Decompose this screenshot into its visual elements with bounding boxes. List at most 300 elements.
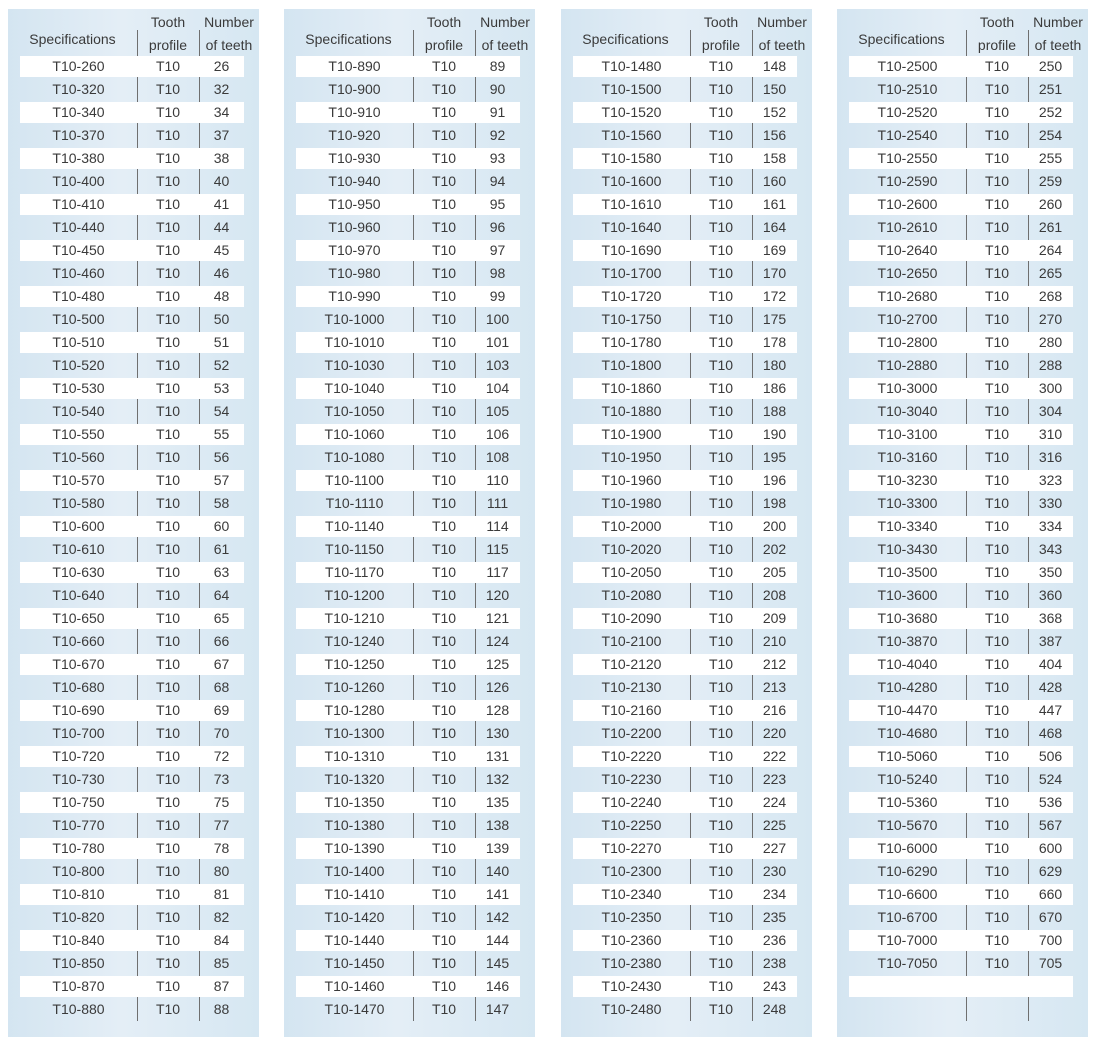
cell-number-of-teeth: 104	[485, 380, 510, 396]
cell-tooth-profile: T10	[708, 886, 734, 902]
cell-specification: T10-370	[52, 127, 105, 143]
cell-tooth-profile: T10	[155, 679, 181, 695]
cell-tooth-profile: T10	[708, 863, 734, 879]
cell-tooth-profile: T10	[431, 633, 457, 649]
table-row	[296, 102, 520, 123]
cell-number-of-teeth: 41	[213, 196, 230, 212]
cell-number-of-teeth: 200	[762, 518, 787, 534]
cell-number-of-teeth: 124	[485, 633, 510, 649]
cell-number-of-teeth: 705	[1038, 955, 1063, 971]
cell-specification: T10-750	[52, 794, 105, 810]
cell-specification: T10-910	[328, 104, 381, 120]
cell-tooth-profile: T10	[431, 909, 457, 925]
cell-specification: T10-2680	[877, 288, 938, 304]
cell-tooth-profile: T10	[155, 840, 181, 856]
cell-tooth-profile: T10	[155, 610, 181, 626]
cell-specification: T10-720	[52, 748, 105, 764]
table-row	[849, 838, 1073, 859]
table-row	[573, 953, 797, 974]
cell-number-of-teeth: 264	[1038, 242, 1063, 258]
table-row	[573, 309, 797, 330]
cell-tooth-profile: T10	[708, 817, 734, 833]
cell-specification: T10-3680	[877, 610, 938, 626]
cell-number-of-teeth: 146	[485, 978, 510, 994]
table-row	[20, 240, 244, 261]
table-row	[296, 171, 520, 192]
table-row	[573, 562, 797, 583]
cell-specification: T10-1010	[324, 334, 385, 350]
cell-specification: T10-440	[52, 219, 105, 235]
table-row	[296, 677, 520, 698]
cell-number-of-teeth: 152	[762, 104, 787, 120]
table-row	[20, 401, 244, 422]
cell-tooth-profile: T10	[431, 863, 457, 879]
table-row	[573, 148, 797, 169]
header-tooth-profile: Tooth profile	[977, 14, 1017, 53]
cell-specification: T10-340	[52, 104, 105, 120]
cell-tooth-profile: T10	[984, 81, 1010, 97]
cell-number-of-teeth: 404	[1038, 656, 1063, 672]
table-header	[837, 9, 1088, 55]
table-row	[20, 171, 244, 192]
table-row	[849, 470, 1073, 491]
cell-number-of-teeth: 66	[213, 633, 230, 649]
cell-specification: T10-1140	[325, 518, 384, 534]
cell-tooth-profile: T10	[708, 150, 734, 166]
cell-number-of-teeth: 96	[489, 219, 506, 235]
table-row	[296, 539, 520, 560]
cell-specification: T10-730	[52, 771, 105, 787]
table-row	[20, 585, 244, 606]
table-row	[296, 999, 520, 1020]
cell-tooth-profile: T10	[984, 495, 1010, 511]
cell-number-of-teeth: 138	[485, 817, 510, 833]
cell-tooth-profile: T10	[984, 104, 1010, 120]
cell-specification: T10-1420	[324, 909, 385, 925]
cell-specification	[849, 999, 966, 1020]
cell-number-of-teeth: 52	[213, 357, 230, 373]
table-row	[573, 677, 797, 698]
cell-number-of-teeth: 148	[762, 58, 787, 74]
cell-tooth-profile: T10	[984, 840, 1010, 856]
cell-tooth-profile: T10	[155, 518, 181, 534]
cell-specification: T10-510	[52, 334, 105, 350]
cell-specification: T10-1860	[601, 380, 662, 396]
cell-tooth-profile: T10	[155, 817, 181, 833]
table-row	[573, 56, 797, 77]
cell-number-of-teeth: 98	[489, 265, 506, 281]
table-row	[296, 286, 520, 307]
cell-number-of-teeth: 270	[1038, 311, 1063, 327]
cell-number-of-teeth: 45	[213, 242, 230, 258]
table-row	[849, 424, 1073, 445]
header-number-of-teeth: Number of teeth	[1033, 14, 1083, 53]
cell-tooth-profile: T10	[155, 357, 181, 373]
cell-number-of-teeth: 227	[762, 840, 787, 856]
cell-specification: T10-6290	[877, 863, 938, 879]
cell-specification: T10-2880	[877, 357, 938, 373]
cell-tooth-profile: T10	[155, 288, 181, 304]
cell-number-of-teeth	[1028, 999, 1073, 1020]
cell-specification: T10-2220	[601, 748, 662, 764]
cell-specification: T10-1900	[601, 426, 662, 442]
cell-specification: T10-5670	[877, 817, 938, 833]
spec-table-1	[8, 9, 259, 1037]
cell-number-of-teeth: 250	[1038, 58, 1063, 74]
table-row	[573, 263, 797, 284]
table-row	[573, 930, 797, 951]
header-tooth-profile: Tooth profile	[701, 14, 741, 53]
table-row	[296, 470, 520, 491]
table-row	[20, 677, 244, 698]
cell-specification: T10-920	[328, 127, 381, 143]
cell-specification: T10-2120	[601, 656, 662, 672]
cell-tooth-profile: T10	[708, 541, 734, 557]
cell-specification: T10-4470	[877, 702, 938, 718]
cell-tooth-profile: T10	[155, 58, 181, 74]
cell-specification: T10-4280	[877, 679, 938, 695]
cell-specification: T10-810	[52, 886, 105, 902]
table-row	[296, 79, 520, 100]
table-row	[20, 493, 244, 514]
cell-tooth-profile	[966, 999, 1028, 1020]
cell-tooth-profile: T10	[431, 334, 457, 350]
cell-specification: T10-1460	[324, 978, 385, 994]
cell-tooth-profile: T10	[431, 932, 457, 948]
table-row	[296, 148, 520, 169]
cell-tooth-profile: T10	[431, 380, 457, 396]
cell-number-of-teeth: 93	[489, 150, 506, 166]
cell-tooth-profile: T10	[708, 679, 734, 695]
table-row	[849, 608, 1073, 629]
cell-number-of-teeth	[1028, 976, 1073, 997]
cell-specification: T10-2520	[877, 104, 938, 120]
cell-specification: T10-3500	[877, 564, 938, 580]
cell-tooth-profile: T10	[984, 633, 1010, 649]
cell-tooth-profile: T10	[984, 610, 1010, 626]
table-row	[849, 930, 1073, 951]
table-row	[573, 746, 797, 767]
cell-specification: T10-2590	[877, 173, 938, 189]
table-row	[849, 700, 1073, 721]
cell-number-of-teeth: 188	[762, 403, 787, 419]
table-row	[296, 815, 520, 836]
cell-specification: T10-2080	[601, 587, 662, 603]
table-row	[849, 125, 1073, 146]
cell-tooth-profile: T10	[984, 196, 1010, 212]
cell-specification: T10-2350	[601, 909, 662, 925]
cell-number-of-teeth: 106	[485, 426, 510, 442]
cell-specification: T10-870	[52, 978, 105, 994]
cell-specification: T10-1320	[324, 771, 385, 787]
table-row	[849, 539, 1073, 560]
cell-number-of-teeth: 330	[1038, 495, 1063, 511]
cell-number-of-teeth: 156	[762, 127, 787, 143]
table-row	[20, 286, 244, 307]
cell-specification: T10-2240	[601, 794, 662, 810]
cell-specification: T10-2200	[601, 725, 662, 741]
cell-specification: T10-2020	[601, 541, 662, 557]
table-row	[296, 884, 520, 905]
cell-specification: T10-540	[52, 403, 105, 419]
cell-specification: T10-1280	[324, 702, 385, 718]
cell-tooth-profile: T10	[708, 725, 734, 741]
cell-specification: T10-1050	[324, 403, 385, 419]
cell-specification	[849, 976, 966, 997]
table-row	[20, 194, 244, 215]
cell-number-of-teeth: 120	[485, 587, 510, 603]
cell-specification: T10-940	[328, 173, 381, 189]
table-row	[849, 907, 1073, 928]
cell-number-of-teeth: 186	[762, 380, 787, 396]
cell-number-of-teeth: 68	[213, 679, 230, 695]
table-row	[296, 723, 520, 744]
cell-tooth-profile: T10	[708, 978, 734, 994]
table-row	[20, 355, 244, 376]
cell-tooth-profile: T10	[984, 219, 1010, 235]
cell-number-of-teeth: 248	[762, 1001, 787, 1017]
cell-specification: T10-3300	[877, 495, 938, 511]
cell-number-of-teeth: 268	[1038, 288, 1063, 304]
cell-number-of-teeth: 255	[1038, 150, 1063, 166]
table-row	[573, 217, 797, 238]
cell-tooth-profile: T10	[155, 449, 181, 465]
cell-specification: T10-580	[52, 495, 105, 511]
cell-specification: T10-640	[52, 587, 105, 603]
table-row	[296, 378, 520, 399]
cell-specification: T10-630	[52, 564, 105, 580]
cell-tooth-profile: T10	[708, 380, 734, 396]
cell-tooth-profile: T10	[431, 518, 457, 534]
table-row	[573, 976, 797, 997]
cell-tooth-profile: T10	[155, 955, 181, 971]
cell-tooth-profile: T10	[708, 81, 734, 97]
cell-tooth-profile: T10	[708, 610, 734, 626]
cell-number-of-teeth: 132	[485, 771, 510, 787]
cell-number-of-teeth: 26	[213, 58, 230, 74]
cell-specification: T10-380	[52, 150, 105, 166]
cell-specification: T10-1080	[324, 449, 385, 465]
cell-specification: T10-1470	[324, 1001, 385, 1017]
cell-number-of-teeth: 150	[762, 81, 787, 97]
cell-specification: T10-1350	[324, 794, 385, 810]
cell-specification: T10-840	[52, 932, 105, 948]
table-row	[573, 999, 797, 1020]
cell-number-of-teeth: 70	[213, 725, 230, 741]
cell-tooth-profile: T10	[431, 426, 457, 442]
table-row	[296, 309, 520, 330]
cell-specification: T10-1030	[324, 357, 385, 373]
cell-specification: T10-520	[52, 357, 105, 373]
cell-tooth-profile: T10	[708, 794, 734, 810]
cell-specification: T10-5360	[877, 794, 938, 810]
table-row	[573, 102, 797, 123]
cell-number-of-teeth: 288	[1038, 357, 1063, 373]
cell-number-of-teeth: 205	[762, 564, 787, 580]
cell-number-of-teeth: 147	[485, 1001, 510, 1017]
cell-tooth-profile: T10	[708, 656, 734, 672]
cell-tooth-profile: T10	[708, 426, 734, 442]
cell-number-of-teeth: 69	[213, 702, 230, 718]
cell-specification: T10-550	[52, 426, 105, 442]
cell-number-of-teeth: 208	[762, 587, 787, 603]
cell-specification: T10-1400	[324, 863, 385, 879]
table-row	[849, 792, 1073, 813]
cell-tooth-profile: T10	[155, 725, 181, 741]
cell-tooth-profile: T10	[431, 771, 457, 787]
cell-tooth-profile: T10	[984, 426, 1010, 442]
cell-tooth-profile: T10	[984, 955, 1010, 971]
cell-number-of-teeth: 368	[1038, 610, 1063, 626]
cell-tooth-profile: T10	[708, 564, 734, 580]
cell-tooth-profile: T10	[708, 403, 734, 419]
cell-tooth-profile: T10	[984, 932, 1010, 948]
cell-number-of-teeth: 46	[213, 265, 230, 281]
cell-specification: T10-450	[52, 242, 105, 258]
cell-specification: T10-500	[52, 311, 105, 327]
table-row	[20, 769, 244, 790]
cell-specification: T10-2090	[601, 610, 662, 626]
table-row	[573, 654, 797, 675]
cell-specification: T10-2270	[601, 840, 662, 856]
cell-specification: T10-990	[328, 288, 381, 304]
cell-tooth-profile: T10	[708, 633, 734, 649]
cell-number-of-teeth: 190	[762, 426, 787, 442]
cell-tooth-profile: T10	[708, 288, 734, 304]
cell-specification: T10-1260	[324, 679, 385, 695]
table-row	[849, 723, 1073, 744]
cell-specification: T10-5060	[877, 748, 938, 764]
cell-specification: T10-2340	[601, 886, 662, 902]
table-row	[20, 976, 244, 997]
cell-number-of-teeth: 169	[762, 242, 787, 258]
cell-tooth-profile: T10	[984, 725, 1010, 741]
cell-specification: T10-2130	[601, 679, 662, 695]
cell-tooth-profile: T10	[155, 426, 181, 442]
table-row	[849, 286, 1073, 307]
cell-tooth-profile: T10	[431, 495, 457, 511]
cell-specification: T10-2600	[877, 196, 938, 212]
cell-tooth-profile: T10	[984, 679, 1010, 695]
cell-specification: T10-260	[52, 58, 105, 74]
cell-tooth-profile: T10	[155, 495, 181, 511]
cell-number-of-teeth: 160	[762, 173, 787, 189]
cell-specification: T10-320	[52, 81, 105, 97]
table-row	[20, 700, 244, 721]
table-row	[296, 700, 520, 721]
table-row	[849, 493, 1073, 514]
cell-specification: T10-770	[52, 817, 105, 833]
table-row	[20, 884, 244, 905]
cell-number-of-teeth: 125	[485, 656, 510, 672]
cell-tooth-profile: T10	[984, 702, 1010, 718]
cell-specification: T10-2360	[601, 932, 662, 948]
cell-specification: T10-1800	[601, 357, 662, 373]
table-row	[20, 792, 244, 813]
cell-specification: T10-2500	[877, 58, 938, 74]
cell-tooth-profile: T10	[431, 288, 457, 304]
cell-tooth-profile: T10	[708, 932, 734, 948]
cell-number-of-teeth: 300	[1038, 380, 1063, 396]
cell-number-of-teeth: 304	[1038, 403, 1063, 419]
table-row	[849, 355, 1073, 376]
cell-number-of-teeth: 254	[1038, 127, 1063, 143]
cell-tooth-profile: T10	[155, 587, 181, 603]
table-row	[296, 240, 520, 261]
cell-specification: T10-4040	[877, 656, 938, 672]
cell-number-of-teeth: 428	[1038, 679, 1063, 695]
table-row	[849, 378, 1073, 399]
cell-number-of-teeth: 53	[213, 380, 230, 396]
cell-number-of-teeth: 91	[489, 104, 506, 120]
cell-number-of-teeth: 100	[485, 311, 510, 327]
cell-tooth-profile: T10	[984, 311, 1010, 327]
table-row	[20, 999, 244, 1020]
cell-tooth-profile: T10	[155, 472, 181, 488]
table-row	[849, 884, 1073, 905]
cell-specification: T10-7000	[877, 932, 938, 948]
table-row	[20, 930, 244, 951]
cell-number-of-teeth: 88	[213, 1001, 230, 1017]
cell-number-of-teeth: 50	[213, 311, 230, 327]
cell-tooth-profile: T10	[708, 748, 734, 764]
table-row	[849, 746, 1073, 767]
cell-number-of-teeth: 73	[213, 771, 230, 787]
cell-tooth-profile: T10	[984, 265, 1010, 281]
header-number-of-teeth: Number of teeth	[757, 14, 807, 53]
cell-tooth-profile: T10	[431, 955, 457, 971]
table-row	[20, 470, 244, 491]
cell-tooth-profile: T10	[155, 771, 181, 787]
cell-number-of-teeth: 172	[762, 288, 787, 304]
cell-tooth-profile: T10	[155, 1001, 181, 1017]
cell-number-of-teeth: 202	[762, 541, 787, 557]
cell-tooth-profile: T10	[984, 518, 1010, 534]
cell-specification: T10-2430	[601, 978, 662, 994]
cell-specification: T10-5240	[877, 771, 938, 787]
cell-tooth-profile: T10	[431, 1001, 457, 1017]
table-row	[849, 171, 1073, 192]
spec-table-4	[837, 9, 1088, 1037]
cell-tooth-profile: T10	[155, 794, 181, 810]
table-row	[573, 631, 797, 652]
header-specifications: Specifications	[582, 30, 669, 47]
table-row	[573, 608, 797, 629]
cell-specification: T10-1240	[324, 633, 385, 649]
cell-specification: T10-6700	[877, 909, 938, 925]
cell-specification: T10-1040	[324, 380, 385, 396]
spec-table-3	[561, 9, 812, 1037]
cell-number-of-teeth: 259	[1038, 173, 1063, 189]
cell-specification: T10-610	[52, 541, 105, 557]
cell-number-of-teeth: 316	[1038, 449, 1063, 465]
cell-tooth-profile: T10	[984, 150, 1010, 166]
cell-tooth-profile: T10	[984, 564, 1010, 580]
cell-tooth-profile: T10	[431, 403, 457, 419]
cell-tooth-profile: T10	[984, 357, 1010, 373]
cell-number-of-teeth: 103	[485, 357, 510, 373]
table-row	[849, 585, 1073, 606]
cell-tooth-profile: T10	[708, 196, 734, 212]
cell-tooth-profile: T10	[431, 840, 457, 856]
cell-number-of-teeth: 97	[489, 242, 506, 258]
cell-tooth-profile: T10	[155, 196, 181, 212]
cell-specification: T10-890	[328, 58, 381, 74]
table-row	[296, 654, 520, 675]
cell-number-of-teeth: 139	[485, 840, 510, 856]
cell-tooth-profile: T10	[155, 863, 181, 879]
cell-number-of-teeth: 135	[485, 794, 510, 810]
